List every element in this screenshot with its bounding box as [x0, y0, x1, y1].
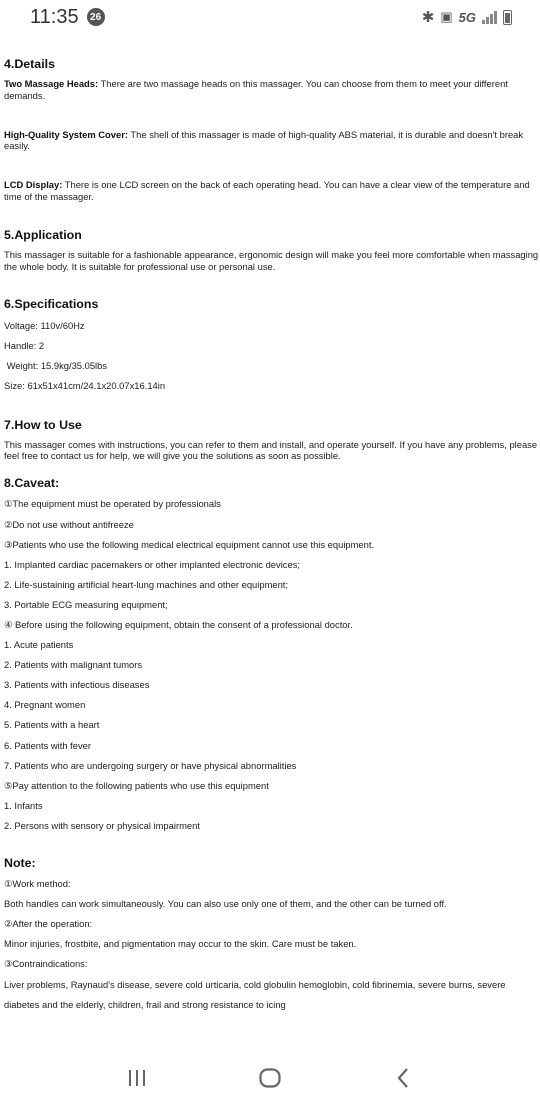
status-left: [30, 6, 105, 29]
navigation-bar: [0, 1058, 540, 1098]
detail-item: [4, 129, 539, 153]
home-icon: [258, 1067, 282, 1089]
list-item: ②Do not use without antifreeze: [4, 518, 134, 530]
detail-label: High-Quality System Cover:: [4, 128, 128, 140]
back-button[interactable]: [383, 1063, 423, 1093]
caveat-heading: 8.Caveat:: [4, 476, 60, 491]
list-item: 2. Persons with sensory or physical impairment: [4, 819, 200, 831]
specifications-heading: 6.Specifications: [4, 297, 99, 312]
list-item: ①Work method:: [4, 878, 71, 890]
status-bar: [0, 0, 540, 34]
spec-item: Weight: 15.9kg/35.05lbs: [4, 359, 108, 371]
list-item: diabetes and the elderly, children, frail and strong resistance to icing: [4, 998, 286, 1010]
list-item: 1. Acute patients: [4, 639, 74, 651]
recent-apps-button[interactable]: [117, 1063, 157, 1093]
application-heading: 5.Application: [4, 227, 82, 242]
signal-icon: [482, 10, 497, 24]
battery-icon: [503, 10, 512, 25]
list-item: Minor injuries, frostbite, and pigmentation may occur to the skin. Care must be taken.: [4, 938, 357, 950]
status-icons: [422, 8, 512, 26]
list-item: ③Contraindications:: [4, 958, 88, 970]
detail-text: There is one LCD screen on the back of each operating head. You can have a clear view of the temperature and time of the massager.: [4, 179, 530, 202]
list-item: 1. Infants: [4, 799, 43, 811]
list-item: ④ Before using the following equipment, obtain the consent of a professional doctor.: [4, 619, 353, 631]
page-content: [4, 50, 539, 1010]
list-item: 3. Portable ECG measuring equipment;: [4, 598, 168, 610]
bluetooth-icon: ✱: [421, 9, 435, 26]
list-item: ③Patients who use the following medical electrical equipment cannot use this equipment.: [4, 538, 375, 550]
list-item: ①The equipment must be operated by professionals: [4, 498, 221, 510]
spec-item: Voltage: 110v/60Hz: [4, 320, 85, 332]
how-to-use-heading: 7.How to Use: [4, 417, 82, 432]
network-type: 5G: [458, 9, 476, 25]
status-time: 11:35: [30, 5, 79, 28]
detail-label: LCD Display:: [4, 179, 63, 191]
list-item: 2. Life-sustaining artificial heart-lung machines and other equipment;: [4, 578, 289, 590]
list-item: 3. Patients with infectious diseases: [4, 679, 150, 691]
recent-apps-icon: [126, 1068, 148, 1088]
list-item: 7. Patients who are undergoing surgery or have physical abnormalities: [4, 759, 297, 771]
list-item: ⑤Pay attention to the following patients who use this equipment: [4, 779, 269, 791]
list-item: Liver problems, Raynaud's disease, severe cold urticaria, cold globulin hemoglobin, cold fibrinemia, severe burns, severe: [4, 978, 506, 990]
list-item: 4. Pregnant women: [4, 699, 86, 711]
application-text: This massager is suitable for a fashionable appearance, ergonomic design will make you feel more comfortable when massaging the whole body. It is suitable for professional use or personal use.: [4, 248, 539, 272]
details-heading: 4.Details: [4, 57, 55, 71]
nfc-icon: ▣: [440, 9, 453, 24]
list-item: 1. Implanted cardiac pacemakers or other implanted electronic devices;: [4, 558, 300, 570]
spec-item: Size: 61x51x41cm/24.1x20.07x16.14in: [4, 379, 166, 391]
notification-count-badge: 26: [87, 8, 105, 26]
list-item: 5. Patients with a heart: [4, 719, 100, 731]
how-to-use-text: This massager comes with instructions, you can refer to them and install, and operate yourself. If you have any problems, please feel free to contact us for help, we will give you the solutions as soon as possible.: [4, 438, 538, 462]
detail-label: Two Massage Heads:: [4, 78, 99, 89]
spec-item: Handle: 2: [4, 340, 45, 352]
detail-item: [4, 78, 539, 102]
list-item: ②After the operation:: [4, 918, 93, 930]
list-item: 6. Patients with fever: [4, 739, 92, 751]
list-item: Both handles can work simultaneously. You can also use only one of them, and the other can be turned off.: [4, 898, 447, 910]
caveat-list: [4, 498, 539, 831]
detail-text: The shell of this massager is made of high-quality ABS material, it is durable and doesn't break easily.: [4, 128, 524, 152]
back-icon: [394, 1067, 412, 1089]
note-heading: Note:: [4, 855, 36, 870]
detail-item: [4, 179, 539, 203]
note-list: [4, 878, 539, 1010]
detail-text: There are two massage heads on this massager. You can choose from them to meet your different demands.: [4, 78, 508, 101]
list-item: 2. Patients with malignant tumors: [4, 659, 143, 671]
home-button[interactable]: [250, 1063, 290, 1093]
